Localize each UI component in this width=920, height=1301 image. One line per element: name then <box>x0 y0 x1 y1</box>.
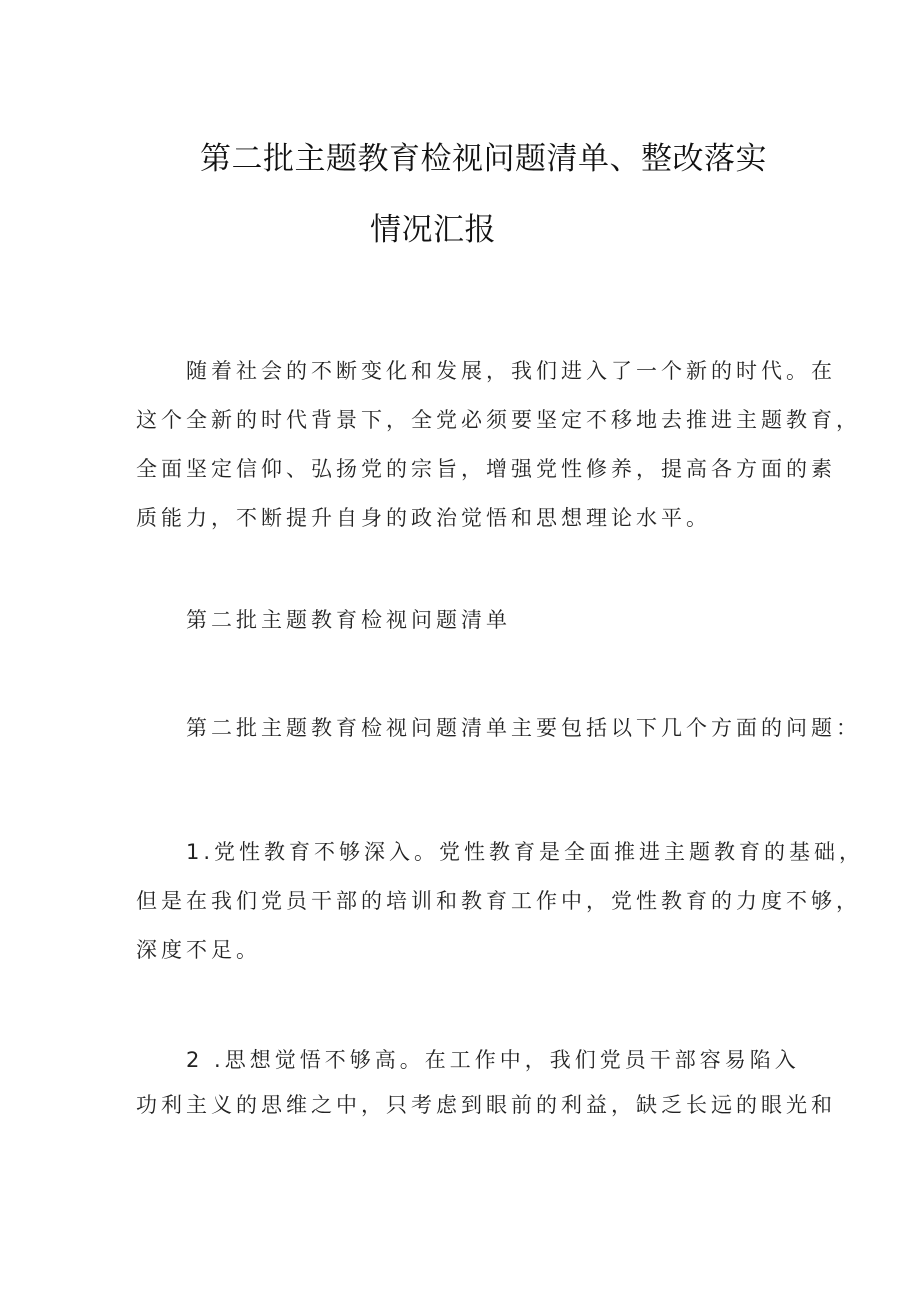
intro-line-2: 这个全新的时代背景下，全党必须要坚定不移地去推进主题教育， <box>136 408 861 432</box>
intro-line-3: 全面坚定信仰、弘扬党的宗旨，增强党性修养，提高各方面的素 <box>136 457 836 481</box>
section-heading: 第二批主题教育检视问题清单 <box>186 608 511 632</box>
intro-line-1: 随着社会的不断变化和发展，我们进入了一个新的时代。在 <box>186 359 836 383</box>
document-title-line-1: 第二批主题教育检视问题清单、整改落实 <box>200 141 767 177</box>
section-intro: 第二批主题教育检视问题清单主要包括以下几个方面的问题： <box>186 716 861 740</box>
item-1-line-1: 1.党性教育不够深入。党性教育是全面推进主题教育的基础， <box>186 840 865 864</box>
item-2-line-1: 2 .思想觉悟不够高。在工作中，我们党员干部容易陷入 <box>186 1048 800 1072</box>
document-title-line-2: 情况汇报 <box>370 212 496 248</box>
item-1-line-3: 深度不足。 <box>136 938 261 962</box>
intro-line-4: 质能力，不断提升自身的政治觉悟和思想理论水平。 <box>136 506 711 530</box>
item-1-line-2: 但是在我们党员干部的培训和教育工作中，党性教育的力度不够， <box>136 889 861 913</box>
item-2-line-2: 功利主义的思维之中，只考虑到眼前的利益，缺乏长远的眼光和 <box>136 1093 836 1117</box>
